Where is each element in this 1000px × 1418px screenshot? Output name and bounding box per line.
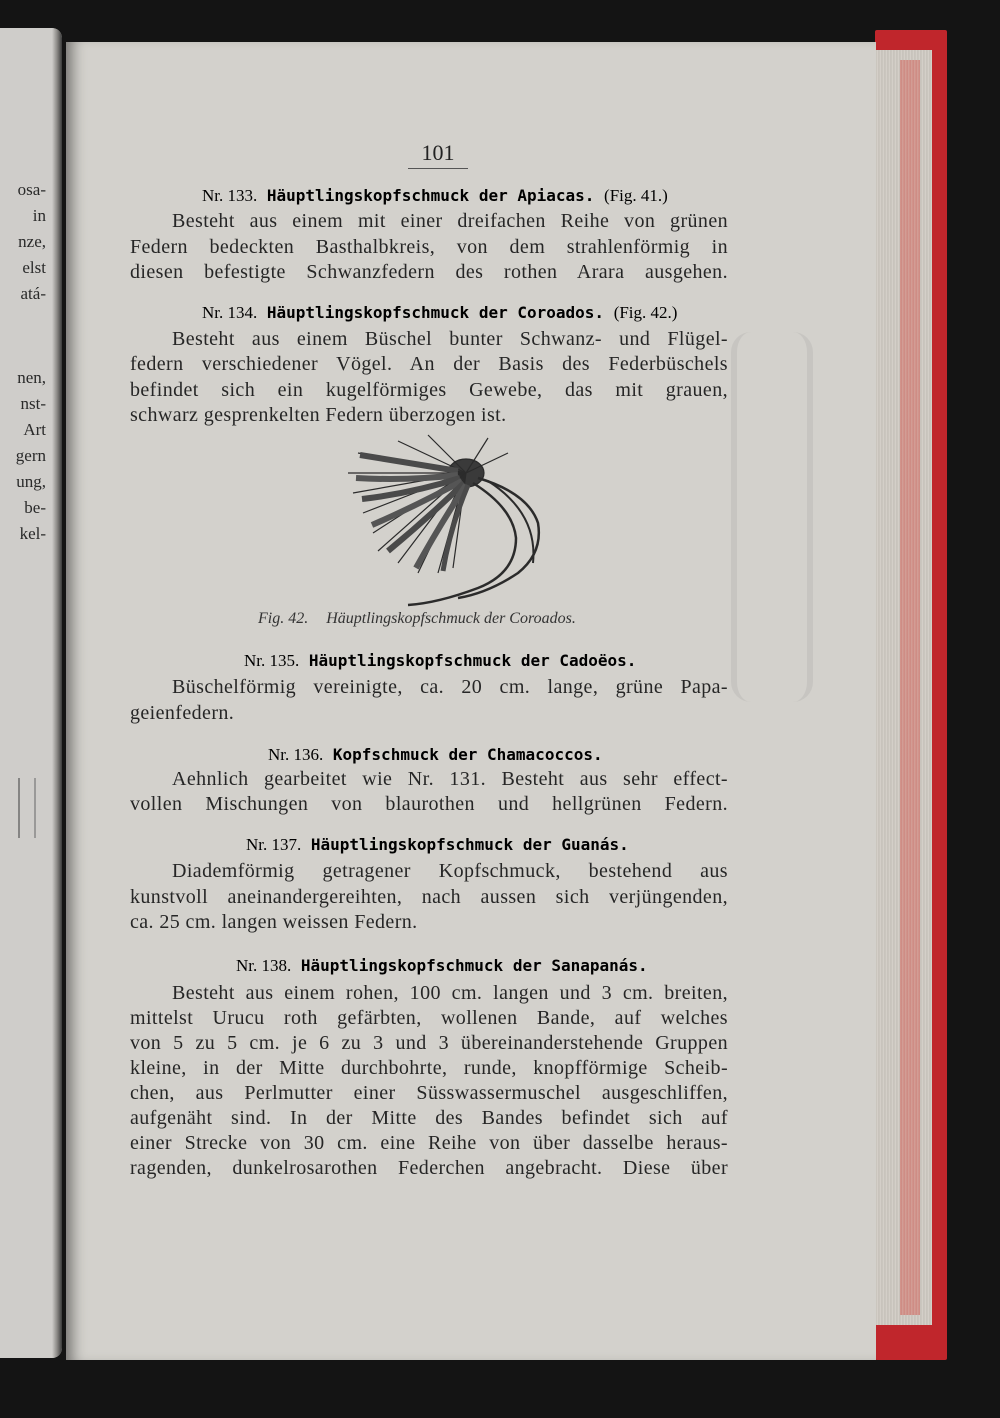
headdress-illustration — [338, 433, 548, 608]
text-line: von 5 zu 5 cm. je 6 zu 3 und 3 übereinanderstehende Gruppen — [130, 1032, 728, 1054]
text-line: kleine, in der Mitte durchbohrte, runde, knopfförmige Scheib- — [130, 1057, 728, 1079]
entry-heading-135 — [244, 651, 636, 671]
left-page-fragment: nze, — [18, 232, 46, 251]
text-line: federn verschiedener Vögel. An der Basis des Federbüschels — [130, 353, 728, 375]
show-through-figure — [731, 332, 813, 702]
entry-heading-134 — [202, 303, 677, 323]
text-line: Aehnlich gearbeitet wie Nr. 131. Besteht aus sehr effect- — [172, 768, 728, 790]
left-page-fragment: Art — [23, 420, 46, 439]
left-page-fragment: ung, — [16, 472, 46, 491]
figure-reference: (Fig. 41.) — [604, 186, 668, 205]
figure-caption-text: Häuptlingskopfschmuck der Coroados. — [326, 610, 576, 627]
entry-title: Häuptlingskopfschmuck der Coroados. — [266, 303, 605, 322]
entry-heading-136 — [268, 745, 603, 765]
left-page-fragment: in — [32, 206, 46, 225]
entry-number: Nr. 133. — [202, 186, 258, 205]
entry-heading-137 — [246, 835, 629, 855]
entry-title: Häuptlingskopfschmuck der Guanás. — [310, 835, 629, 854]
text-line: Büschelförmig vereinigte, ca. 20 cm. lange, grüne Papa- — [172, 676, 728, 698]
left-page-fragment: atá- — [20, 284, 46, 303]
text-line: ragenden, dunkelrosarothen Federchen angebracht. Diese über — [130, 1157, 728, 1179]
entry-title: Häuptlingskopfschmuck der Cadoëos. — [308, 651, 637, 670]
text-line: befindet sich ein kugelförmiges Gewebe, das mit grauen, — [130, 379, 728, 401]
text-line: einer Strecke von 30 cm. eine Reihe von über dasselbe heraus- — [130, 1132, 728, 1154]
entry-number: Nr. 136. — [268, 745, 324, 764]
text-line: Besteht aus einem mit einer dreifachen Reihe von grünen — [172, 210, 728, 232]
entry-number: Nr. 134. — [202, 303, 258, 322]
text-line: aufgenäht sind. In der Mitte des Bandes befindet sich auf — [130, 1107, 728, 1129]
text-line: chen, aus Perlmutter einer Süsswassermuschel ausgeschliffen, — [130, 1082, 728, 1104]
entry-title: Häuptlingskopfschmuck der Sanapanás. — [300, 956, 648, 975]
figure-reference: (Fig. 42.) — [613, 303, 678, 322]
figure-caption — [258, 610, 576, 628]
entry-number: Nr. 135. — [244, 651, 300, 670]
left-page-fragment: kel- — [19, 524, 46, 543]
entry-heading-138 — [236, 956, 648, 976]
text-line: kunstvoll aneinandergereihten, nach aussen sich verjüngenden, — [130, 886, 728, 908]
figure-label: Fig. 42. — [258, 610, 309, 627]
left-page-gutter — [52, 28, 62, 1358]
text-line: vollen Mischungen von blaurothen und hellgrünen Federn. — [130, 793, 728, 815]
text-line: Federn bedeckten Basthalbkreis, von dem strahlenförmig in — [130, 236, 728, 258]
left-page-fragment: elst — [22, 258, 46, 277]
left-page-fragment: nst- — [20, 394, 46, 413]
entry-heading-133 — [202, 186, 668, 206]
left-page-fragment: osa- — [17, 180, 46, 199]
text-line: Besteht aus einem rohen, 100 cm. langen und 3 cm. breiten, — [172, 982, 728, 1004]
entry-title: Kopfschmuck der Chamacoccos. — [332, 745, 603, 764]
text-line: diesen befestigte Schwanzfedern des rothen Arara ausgehen. — [130, 261, 728, 283]
page-edges-tint — [900, 60, 920, 1315]
text-line: Diademförmig getragener Kopfschmuck, bestehend aus — [172, 860, 728, 882]
left-page-ornament — [18, 778, 36, 838]
text-line: schwarz gesprenkelten Federn überzogen ist. — [130, 404, 507, 426]
text-line: ca. 25 cm. langen weissen Federn. — [130, 911, 418, 933]
left-page-fragment: gern — [15, 446, 46, 465]
entry-number: Nr. 138. — [236, 956, 292, 975]
text-line: mittelst Urucu roth gefärbten, wollenen Bande, auf welches — [130, 1007, 728, 1029]
left-page — [0, 28, 62, 1358]
entry-number: Nr. 137. — [246, 835, 302, 854]
left-page-fragment: be- — [24, 498, 46, 517]
text-line: Besteht aus einem Büschel bunter Schwanz- und Flügel- — [172, 328, 728, 350]
left-page-fragment: nen, — [17, 368, 46, 387]
page-number: 101 — [408, 140, 468, 169]
entry-title: Häuptlingskopfschmuck der Apiacas. — [266, 186, 595, 205]
text-line: geienfedern. — [130, 702, 235, 724]
